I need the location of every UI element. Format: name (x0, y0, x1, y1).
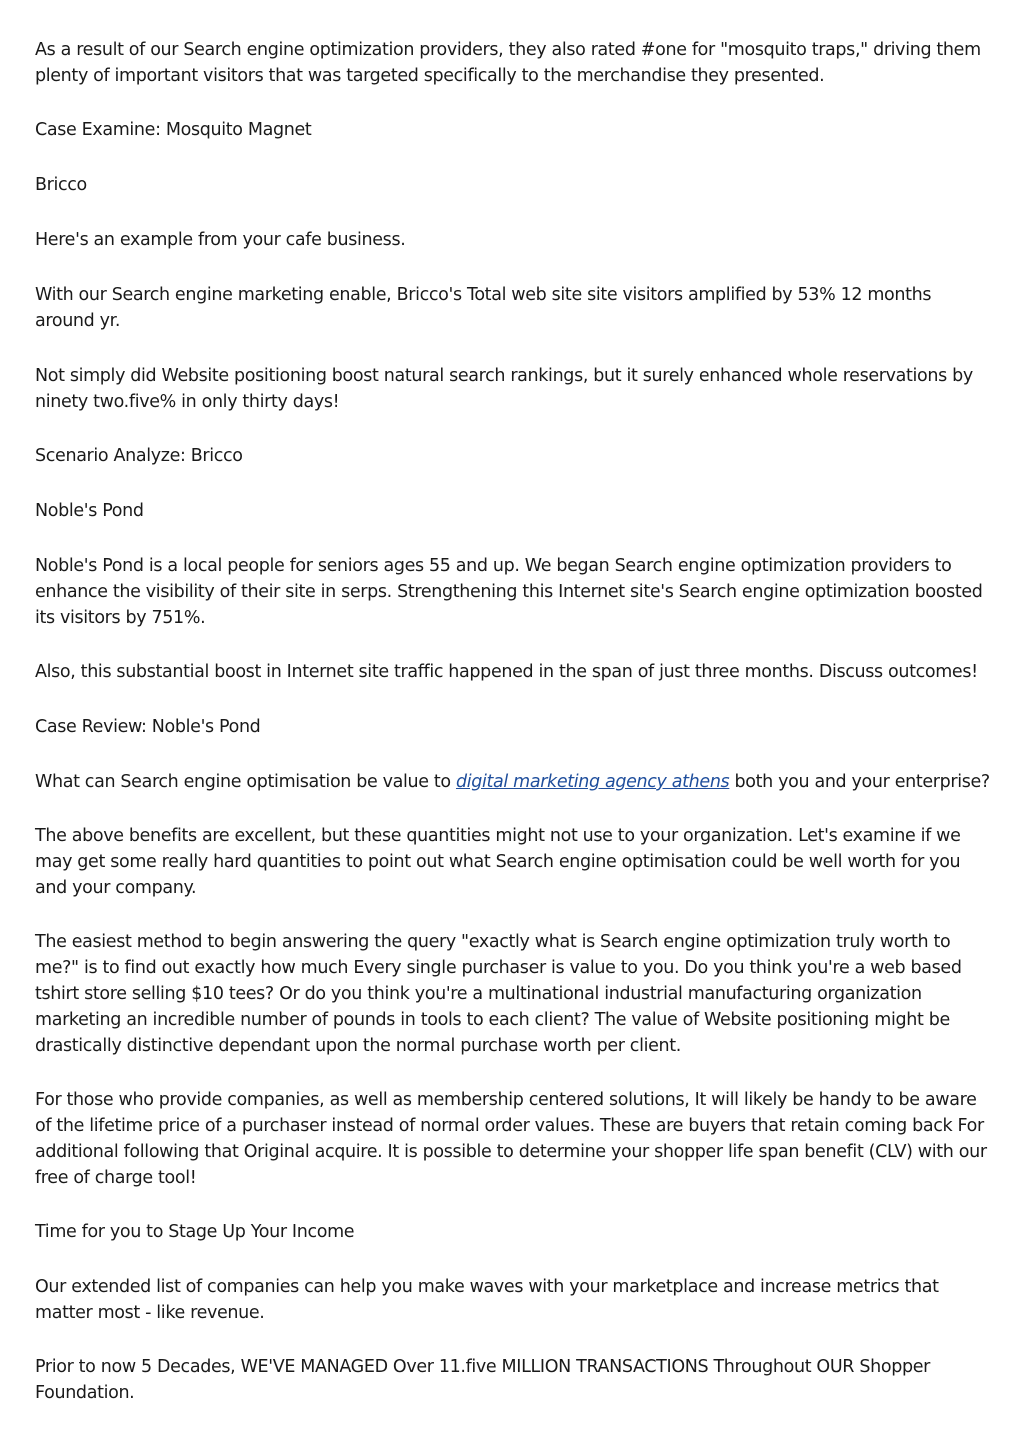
paragraph-purchaser-value: The easiest method to begin answering the query "exactly what is Search engine optimization truly worth to me?" is to find out exactly how much Every single purchaser is value to you. Do you think you're a web based tshirt store selling $10 tees? Or do you think you're a multinational industrial manufacturing organization marketing an incredible number of pounds in tools to each client? The value of Website positioning might be drastically distinctive dependant upon the normal purchase worth per client. (35, 932, 962, 1056)
heading-stage-up-income: Time for you to Stage Up Your Income (35, 1222, 355, 1242)
paragraph-bricco-traffic: With our Search engine marketing enable, Bricco's Total web site site visitors amplified by 53% 12 months around yr. (35, 285, 932, 331)
heading-bricco: Bricco (35, 175, 87, 195)
question-text-before: What can Search engine optimisation be value to (35, 772, 456, 792)
paragraph-bricco-reservations: Not simply did Website positioning boost natural search rankings, but it surely enhanced whole reservations by ninety two.five% in only thirty days! (35, 366, 973, 412)
heading-nobles-pond: Noble's Pond (35, 501, 144, 521)
question-text-after: both you and your enterprise? (729, 772, 990, 792)
heading-case-mosquito-magnet: Case Examine: Mosquito Magnet (35, 120, 312, 140)
paragraph-lifetime-value: For those who provide companies, as well as membership centered solutions, It will likely be handy to be aware of the lifetime price of a purchaser instead of normal order values. These are buyers that retain coming back For additional following that Original acquire. It is possible to determine your shopper life span benefit (CLV) with our free of charge tool! (35, 1090, 987, 1188)
heading-case-nobles-pond: Case Review: Noble's Pond (35, 717, 261, 737)
paragraph-nobles-pond-community: Noble's Pond is a local people for seniors ages 55 and up. We began Search engine optimization providers to enhance the visibility of their site in serps. Strengthening this Internet site's Search engine optimization boosted its visitors by 751%. (35, 556, 983, 628)
paragraph-seo-value-question (35, 769, 990, 795)
digital-marketing-agency-link[interactable]: digital marketing agency athens (455, 772, 730, 792)
paragraph-cafe-example: Here's an example from your cafe business. (35, 230, 406, 250)
paragraph-mosquito-results: As a result of our Search engine optimization providers, they also rated #one for "mosquito traps," driving them plenty of important visitors that was targeted specifically to the merchandise they presented. (35, 40, 981, 86)
paragraph-traffic-boost: Also, this substantial boost in Internet site traffic happened in the span of just three months. Discuss outcomes! (35, 662, 978, 682)
paragraph-companies-list: Our extended list of companies can help you make waves with your marketplace and increase metrics that matter most - like revenue. (35, 1277, 939, 1323)
heading-scenario-bricco: Scenario Analyze: Bricco (35, 446, 243, 466)
paragraph-benefits-quantities: The above benefits are excellent, but these quantities might not use to your organization. Let's examine if we may get some really hard quantities to point out what Search engine optimisation could be well worth for you and your company. (35, 826, 961, 898)
paragraph-transactions: Prior to now 5 Decades, WE'VE MANAGED Over 11.five MILLION TRANSACTIONS Throughout OUR Shopper Foundation. (35, 1357, 930, 1403)
